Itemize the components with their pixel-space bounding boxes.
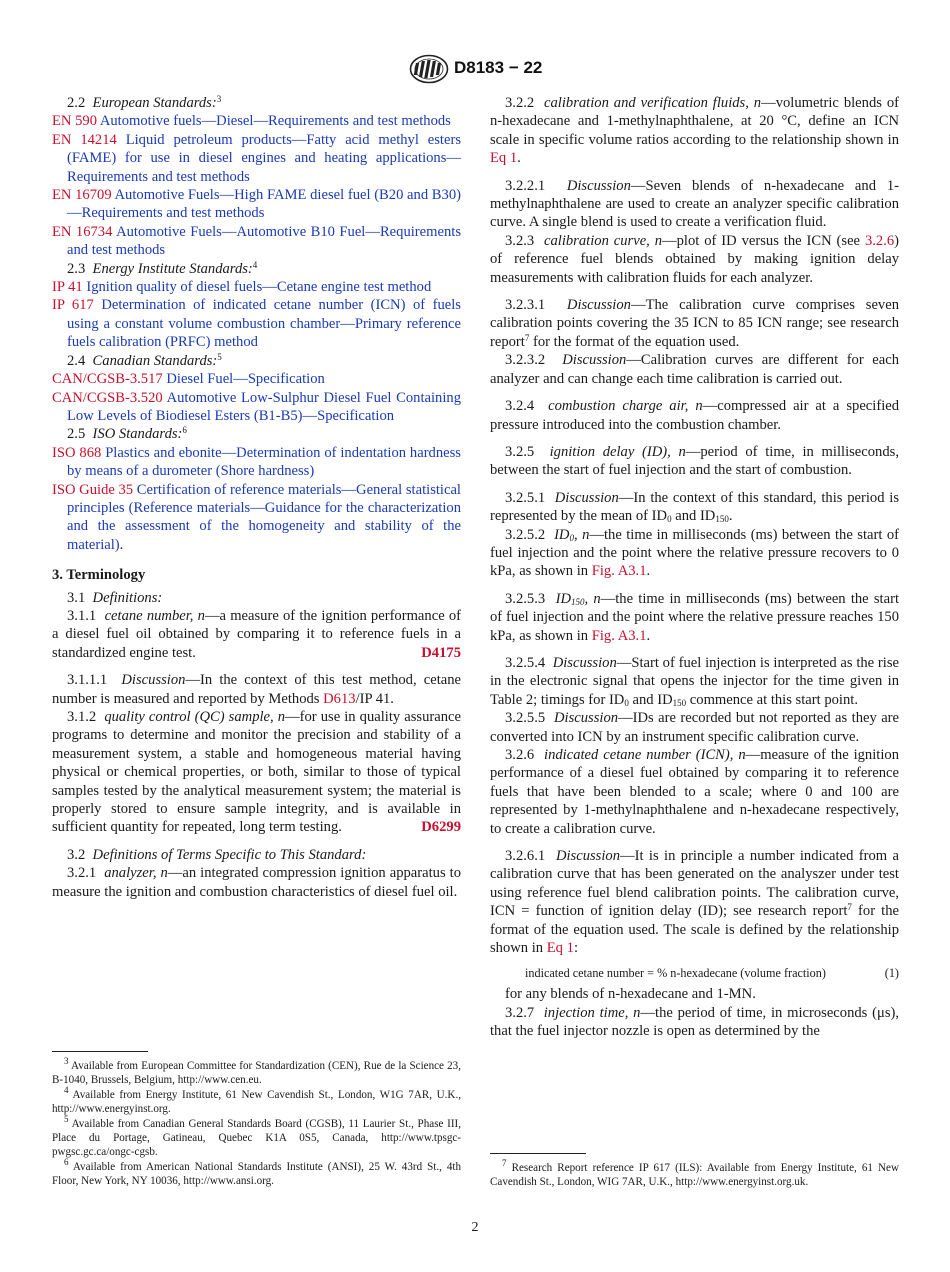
equation-1: indicated cetane number = % n-hexadecane (volume fraction) (1): [525, 966, 899, 981]
definition-3-2-6: 3.2.6 indicated cetane number (ICN), n—measure of the ignition performance of a diesel fuel obtained by comparing it to reference fuels that have been blended to a scale; where 0 and 100 are represented by 1-methylnaphthalene and n-hexadecane respectively, to create a calibration curve.: [490, 747, 899, 837]
footnote-5: $^5$ Available from Canadian General Standards Board (CGSB), 11 Laurier St., Phase III, Place du Portage, Gatineau, Quebec K1A 0S5, Canada, http://www.tpsgc-pwgsc.gc.ca/ongc-cgsb.: [52, 1113, 461, 1159]
ref-en-590[interactable]: EN 590 Automotive fuels—Diesel—Requirements and test methods: [52, 113, 451, 130]
ref-can-3-517[interactable]: CAN/CGSB-3.517 Diesel Fuel—Specification: [52, 371, 325, 388]
definition-3-2-4: 3.2.4 combustion charge air, n—compressed air at a specified pressure introduced into the combustion chamber.: [490, 398, 900, 433]
link-eq-1[interactable]: Eq 1: [490, 150, 518, 167]
definition-3-1-2: 3.1.2 quality control (QC) sample, n—for use in quality assurance programs to determine and monitor the precision and stability of a measurement system, a stable and homogeneous material having physical or chemical properties, or both, similar to those of typical samples tested by the analytical measurement system; the material is properly stored to ensure sample integrity, and is available in sufficient quantity for repeated, long term testing. D6299: [52, 709, 461, 836]
astm-logo-icon: [409, 54, 449, 84]
ref-en-16734[interactable]: EN 16734 Automotive Fuels—Automotive B10 Fuel—Requirements and test methods: [52, 223, 462, 259]
definition-3-2-5-3: 3.2.5.3 $ID_{150}$, n—the time in milliseconds (ms) between the start of fuel injection and the point where the relative pressure reaches 150 kPa, as shown in Fig. A3.1.: [490, 590, 899, 644]
ref-ip-617[interactable]: IP 617 Determination of indicated cetane number (ICN) of fuels using a constant volume combustion chamber—Primary reference fuels calibration (PRFC) method: [52, 297, 461, 351]
definition-3-2-7: 3.2.7 injection time, n—the period of time, in microseconds (μs), that the fuel injector nozzle is open as determined by the: [490, 1004, 900, 1040]
section-2-5: 2.5 ISO Standards:$^6$: [67, 425, 187, 443]
footnote-rule-right: [490, 1153, 586, 1154]
ref-d4175[interactable]: D4175: [421, 644, 461, 661]
section-2-2: 2.2 European Standards:$^3$: [67, 94, 222, 111]
footnotes-left: [52, 1056, 461, 1189]
equation-number: (1): [884, 966, 899, 981]
section-3-heading: 3. Terminology: [52, 567, 146, 584]
ref-d613[interactable]: D613: [323, 690, 356, 707]
discussion-3-2-3-1: 3.2.3.1 Discussion—The calibration curve comprises seven calibration points covering the 35 ICN to 85 ICN range; see research report$^7$ for the format of the equation used.: [490, 297, 899, 350]
equation-1-note: for any blends of n-hexadecane and 1-MN.: [505, 986, 756, 1003]
definition-3-2-2: 3.2.2 calibration and verification fluids, n—volumetric blends of n-hexadecane and 1-methylnaphthalene, at 20 °C, define an ICN scale in specific volume ratios according to the relationship shown in Eq 1.: [490, 95, 899, 167]
footnotes-right: [490, 1158, 899, 1190]
discussion-3-2-5-5: 3.2.5.5 Discussion—IDs are recorded but not reported as they are converted into ICN by an instrument specific calibration curve.: [490, 710, 900, 745]
section-2-4: 2.4 Canadian Standards:$^5$: [67, 351, 222, 369]
link-fig-a3-1[interactable]: Fig. A3.1: [591, 627, 647, 644]
ref-iso-guide-35[interactable]: ISO Guide 35 Certification of reference materials—General statistical principles (Reference materials—Guidance for the characterization and the assessment of the homogeneity and stability of the material).: [52, 481, 461, 553]
discussion-3-2-3-2: 3.2.3.2 Discussion—Calibration curves are different for each analyzer and can change each time calibration is carried out.: [490, 352, 899, 387]
ref-can-3-520[interactable]: CAN/CGSB-3.520 Automotive Low-Sulphur Diesel Fuel Containing Low Levels of Biodiesel Esters (B1-B5)—Specification: [52, 389, 461, 424]
definition-3-2-1: 3.2.1 analyzer, n—an integrated compression ignition apparatus to measure the ignition and combustion characteristics of diesel fuel oil.: [52, 865, 461, 900]
footnote-6: $^6$ Available from American National Standards Institute (ANSI), 25 W. 43rd St., 4th Floor, New York, NY 10036, http://www.ansi.org.: [52, 1156, 461, 1188]
definition-3-1-1: 3.1.1 cetane number, n—a measure of the ignition performance of a diesel fuel oil obtained by comparing it to reference fuels in a standardized engine test. D4175: [52, 607, 462, 661]
discussion-3-1-1-1: 3.1.1.1 Discussion—In the context of this test method, cetane number is measured and reported by Methods D613/IP 41.: [52, 672, 462, 707]
ref-en-14214[interactable]: EN 14214 Liquid petroleum products—Fatty acid methyl esters (FAME) for use in diesel engines and heating applications—Requirements and test methods: [52, 131, 461, 185]
definition-3-2-5-2: 3.2.5.2 $ID_0$, n—the time in milliseconds (ms) between the start of fuel injection and the point where the relative pressure recovers to 0 kPa, as shown in Fig. A3.1.: [490, 526, 900, 580]
definition-3-2-3: 3.2.3 calibration curve, n—plot of ID versus the ICN (see 3.2.6) of reference fuel blends obtained by making ignition delay measurements with calibration fluids for each analyzer.: [490, 232, 900, 286]
ref-en-16709[interactable]: EN 16709 Automotive Fuels—High FAME diesel fuel (B20 and B30)—Requirements and test methods: [52, 187, 461, 222]
link-eq-1[interactable]: Eq 1: [546, 940, 574, 957]
page-number: 2: [471, 1220, 479, 1235]
discussion-3-2-5-4: 3.2.5.4 Discussion—Start of fuel injection is interpreted as the rise in the electronic signal that opens the injector for the time given in Table 2; timings for $ID_0$ and $ID_{150}$ commence at this start point.: [490, 654, 899, 708]
left-column: [52, 94, 461, 901]
footnote-4: $^4$ Available from Energy Institute, 61 New Cavendish St., London, W1G 7AR, U.K., http://www.energyinst.org.: [52, 1084, 461, 1116]
footnote-3: $^3$ Available from European Committee for Standardization (CEN), Rue de la Science 23, B-1040, Brussels, Belgium, http://www.cen.eu.: [52, 1056, 461, 1087]
section-3-2: 3.2 Definitions of Terms Specific to This Standard:: [67, 846, 367, 863]
ref-d6299[interactable]: D6299: [421, 819, 461, 836]
definition-3-2-5: 3.2.5 ignition delay (ID), n—period of time, in milliseconds, between the start of fuel injection and the start of combustion.: [490, 443, 899, 479]
ref-iso-868[interactable]: ISO 868 Plastics and ebonite—Determination of indentation hardness by means of a durometer (Shore hardness): [52, 444, 461, 480]
discussion-3-2-6-1: 3.2.6.1 Discussion—It is in principle a number indicated from a calibration curve that has been generated on the analyszer under test using reference fuel blend calibration points. The calibration curve, ICN = function of ignition delay (ID); see research report$^7$ for the format of the equation used. The scale is defined by the relationship shown in Eq 1:: [490, 848, 900, 957]
section-3-1: 3.1 Definitions:: [67, 589, 163, 606]
footnote-rule-left: [52, 1051, 148, 1052]
footnote-7: $^7$ Research Report reference IP 617 (ILS): Available from Energy Institute, 61 New Cavendish St., London, WIG 7AR, U.K., http://www.energyinst.org.uk.: [490, 1158, 899, 1189]
discussion-3-2-5-1: 3.2.5.1 Discussion—In the context of this standard, this period is represented by the mean of $ID_0$ and $ID_{150}$.: [490, 489, 900, 525]
section-2-3: 2.3 Energy Institute Standards:$^4$: [67, 259, 258, 277]
right-column: [490, 94, 899, 1041]
ref-ip-41[interactable]: IP 41 Ignition quality of diesel fuels—Cetane engine test method: [52, 279, 432, 296]
link-fig-a3-1[interactable]: Fig. A3.1: [591, 563, 647, 580]
page-header: [0, 52, 950, 86]
link-3-2-6[interactable]: 3.2.6: [864, 232, 895, 249]
standard-designation: D8183 − 22: [454, 58, 543, 77]
discussion-3-2-2-1: 3.2.2.1 Discussion—Seven blends of n-hexadecane and 1-methylnaphthalene are used to create an analyzer specific calibration curve. A single blend is used to create a verification fluid.: [490, 177, 899, 231]
